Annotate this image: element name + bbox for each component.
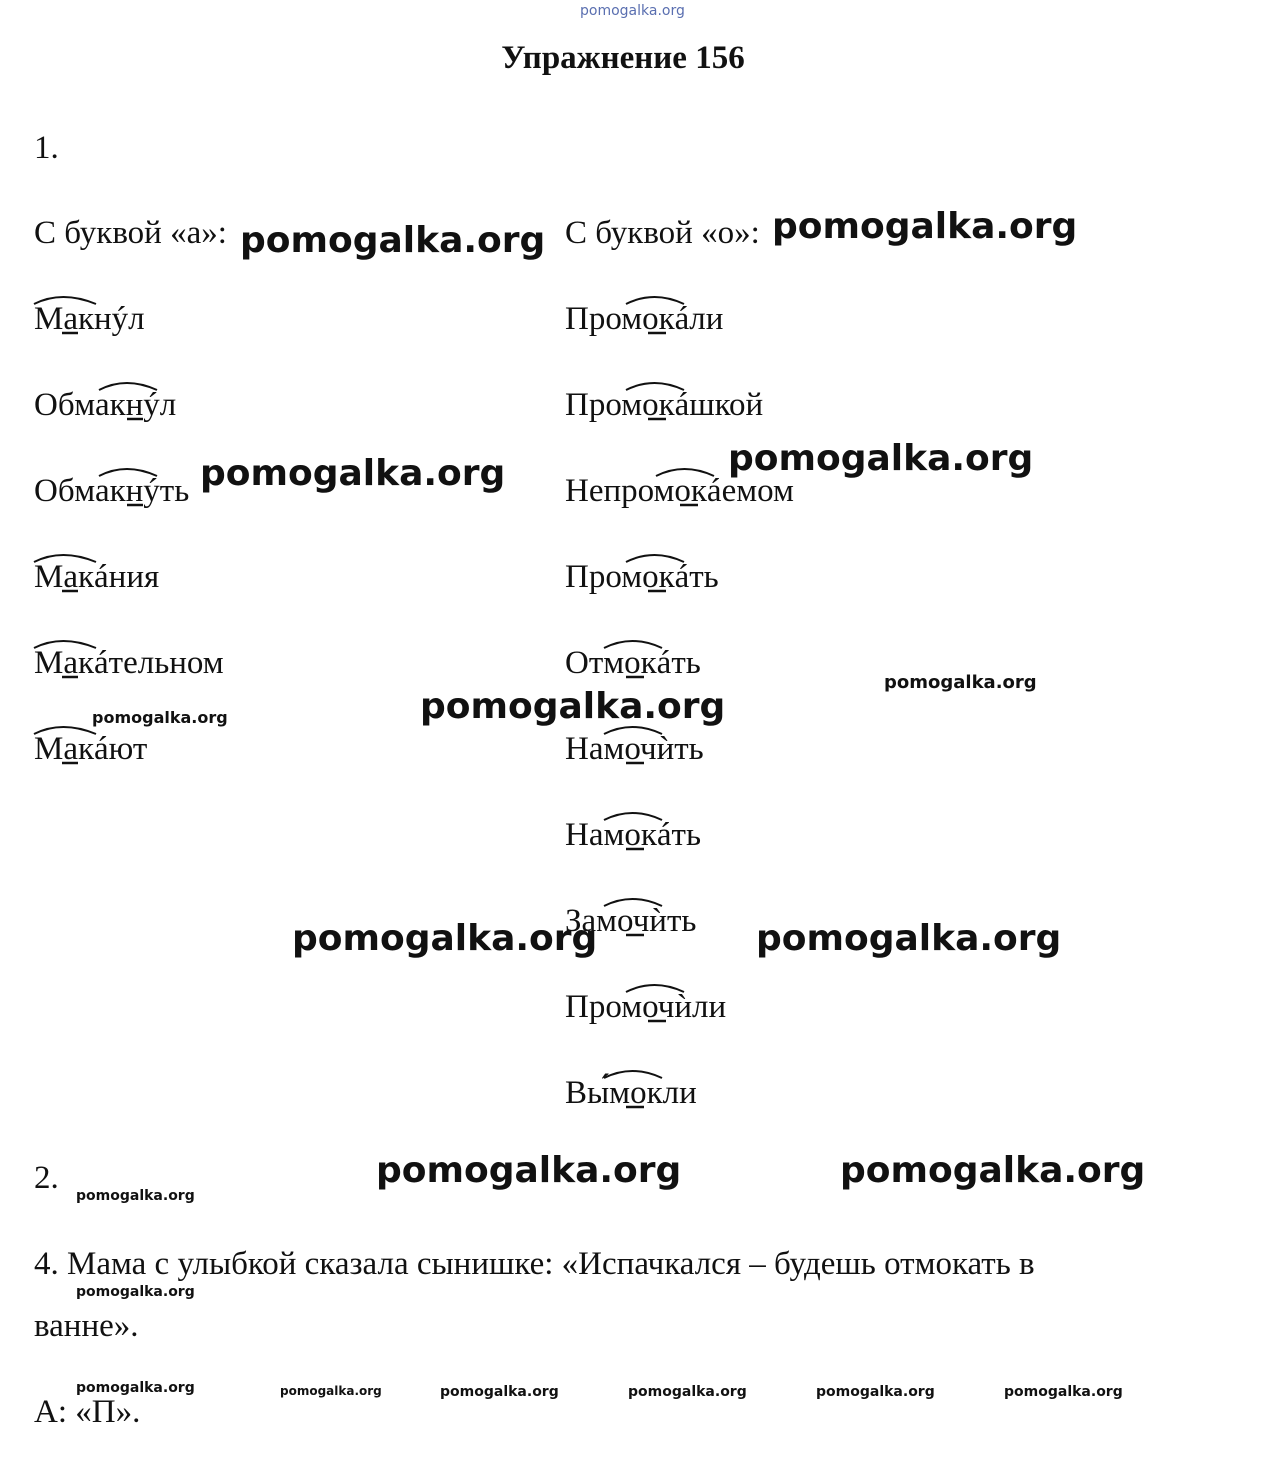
word-o-6: Намочѝть [565,731,704,767]
watermark: pomogalka.org [376,1150,682,1191]
watermark: pomogalka.org [420,686,726,727]
watermark: pomogalka.org [76,1284,195,1300]
word-o-9: Промочѝли [565,989,727,1025]
word-o-7: Намокáть [565,817,702,853]
word-o-1: Промокáли [565,301,724,337]
watermark: pomogalka.org [884,672,1037,693]
word-a-4: Макáния [34,559,160,595]
word-o-10: Вы́мокли [565,1075,697,1111]
word-a-3: Обмакнýть [34,473,190,509]
watermark: pomogalka.org [756,918,1062,959]
watermark: pomogalka.org [280,1384,382,1398]
word-o-5: Отмокáть [565,645,701,681]
word-a-2: Обмакнýл [34,387,177,423]
item-4-line-1: 4. Мама с улыбкой сказала сынишке: «Испачкался – будешь отмокать в [34,1246,1035,1282]
column-a-header: С буквой «а»: [34,215,227,251]
word-o-4: Промокáть [565,559,719,595]
word-a-1: Макнýл [34,301,145,337]
watermark: pomogalka.org [76,1380,195,1396]
watermark: pomogalka.org [76,1188,195,1204]
watermark: pomogalka.org [628,1384,747,1400]
watermark: pomogalka.org [840,1150,1146,1191]
watermark: pomogalka.org [1004,1384,1123,1400]
word-o-3: Непромокáемом [565,473,794,509]
answer-text: А: «П». [34,1394,141,1430]
item-2-number: 2. [34,1160,59,1196]
word-a-6: Макáют [34,731,148,767]
watermark-top: pomogalka.org [580,3,685,19]
watermark: pomogalka.org [772,206,1078,247]
watermark: pomogalka.org [728,438,1034,479]
word-a-5: Макáтельном [34,645,224,681]
item-4-line-2: ванне». [34,1308,139,1344]
word-o-2: Промокáшкой [565,387,764,423]
page-title: Упражнение 156 [501,40,745,76]
item-1-number: 1. [34,130,59,166]
watermark: pomogalka.org [816,1384,935,1400]
watermark: pomogalka.org [292,918,598,959]
watermark: pomogalka.org [240,220,546,261]
word-o-8: Замочѝть [565,903,697,939]
watermark: pomogalka.org [440,1384,559,1400]
watermark: pomogalka.org [200,453,506,494]
column-o-header: С буквой «о»: [565,215,760,251]
watermark: pomogalka.org [92,708,228,727]
